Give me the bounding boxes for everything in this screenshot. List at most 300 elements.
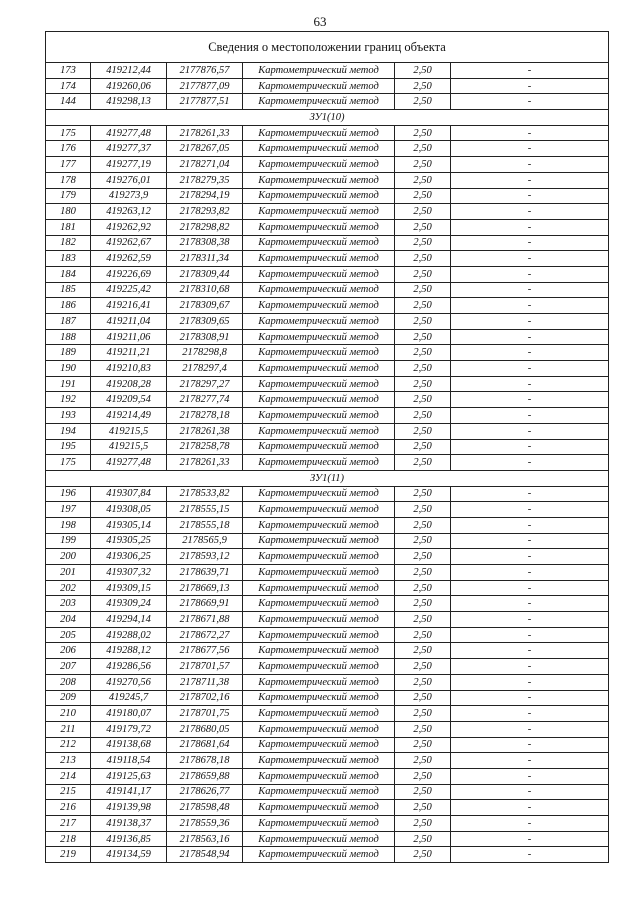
description-cell: -: [451, 408, 609, 424]
method-cell: Картометрический метод: [243, 596, 395, 612]
accuracy-cell: 2,50: [395, 674, 451, 690]
table-row: [46, 298, 609, 314]
accuracy-cell: 2,50: [395, 188, 451, 204]
y-coordinate-cell: 2178681,64: [167, 737, 243, 753]
x-coordinate-cell: 419211,21: [91, 345, 167, 361]
method-cell: Картометрический метод: [243, 831, 395, 847]
x-coordinate-cell: 419225,42: [91, 282, 167, 298]
method-cell: Картометрический метод: [243, 706, 395, 722]
y-coordinate-cell: 2178680,05: [167, 721, 243, 737]
y-coordinate-cell: 2178298,8: [167, 345, 243, 361]
x-coordinate-cell: 419138,37: [91, 816, 167, 832]
method-cell: Картометрический метод: [243, 298, 395, 314]
y-coordinate-cell: 2178310,68: [167, 282, 243, 298]
description-cell: -: [451, 847, 609, 863]
x-coordinate-cell: 419141,17: [91, 784, 167, 800]
accuracy-cell: 2,50: [395, 643, 451, 659]
y-coordinate-cell: 2178298,82: [167, 219, 243, 235]
description-cell: -: [451, 282, 609, 298]
x-coordinate-cell: 419118,54: [91, 753, 167, 769]
description-cell: -: [451, 345, 609, 361]
point-number-cell: 184: [46, 266, 91, 282]
table-row: [46, 423, 609, 439]
method-cell: Картометрический метод: [243, 204, 395, 220]
point-number-cell: 208: [46, 674, 91, 690]
y-coordinate-cell: 2178671,88: [167, 612, 243, 628]
x-coordinate-cell: 419305,25: [91, 533, 167, 549]
section-label: ЗУ1(11): [46, 470, 609, 486]
section-header-row: [46, 110, 609, 126]
accuracy-cell: 2,50: [395, 800, 451, 816]
accuracy-cell: 2,50: [395, 831, 451, 847]
x-coordinate-cell: 419305,14: [91, 517, 167, 533]
x-coordinate-cell: 419138,68: [91, 737, 167, 753]
accuracy-cell: 2,50: [395, 502, 451, 518]
point-number-cell: 188: [46, 329, 91, 345]
description-cell: -: [451, 376, 609, 392]
accuracy-cell: 2,50: [395, 78, 451, 94]
table-row: [46, 172, 609, 188]
x-coordinate-cell: 419277,19: [91, 157, 167, 173]
method-cell: Картометрический метод: [243, 455, 395, 471]
table-row: [46, 329, 609, 345]
point-number-cell: 216: [46, 800, 91, 816]
table-row: [46, 235, 609, 251]
accuracy-cell: 2,50: [395, 486, 451, 502]
x-coordinate-cell: 419309,24: [91, 596, 167, 612]
accuracy-cell: 2,50: [395, 219, 451, 235]
boundary-table: [45, 31, 609, 863]
point-number-cell: 173: [46, 63, 91, 79]
point-number-cell: 210: [46, 706, 91, 722]
point-number-cell: 181: [46, 219, 91, 235]
table-row: [46, 282, 609, 298]
x-coordinate-cell: 419226,69: [91, 266, 167, 282]
x-coordinate-cell: 419136,85: [91, 831, 167, 847]
method-cell: Картометрический метод: [243, 235, 395, 251]
x-coordinate-cell: 419286,56: [91, 659, 167, 675]
point-number-cell: 175: [46, 455, 91, 471]
method-cell: Картометрический метод: [243, 157, 395, 173]
method-cell: Картометрический метод: [243, 486, 395, 502]
y-coordinate-cell: 2178626,77: [167, 784, 243, 800]
method-cell: Картометрический метод: [243, 674, 395, 690]
method-cell: Картометрический метод: [243, 376, 395, 392]
table-row: [46, 580, 609, 596]
accuracy-cell: 2,50: [395, 282, 451, 298]
point-number-cell: 174: [46, 78, 91, 94]
x-coordinate-cell: 419307,84: [91, 486, 167, 502]
table-row: [46, 439, 609, 455]
table-row: [46, 486, 609, 502]
table-body: [46, 32, 609, 863]
x-coordinate-cell: 419214,49: [91, 408, 167, 424]
method-cell: Картометрический метод: [243, 361, 395, 377]
description-cell: -: [451, 502, 609, 518]
accuracy-cell: 2,50: [395, 721, 451, 737]
x-coordinate-cell: 419245,7: [91, 690, 167, 706]
y-coordinate-cell: 2178677,56: [167, 643, 243, 659]
table-row: [46, 612, 609, 628]
accuracy-cell: 2,50: [395, 345, 451, 361]
point-number-cell: 214: [46, 768, 91, 784]
page-number: 63: [313, 14, 327, 29]
method-cell: Картометрический метод: [243, 659, 395, 675]
y-coordinate-cell: 2178598,48: [167, 800, 243, 816]
accuracy-cell: 2,50: [395, 157, 451, 173]
accuracy-cell: 2,50: [395, 580, 451, 596]
y-coordinate-cell: 2178669,91: [167, 596, 243, 612]
description-cell: -: [451, 157, 609, 173]
x-coordinate-cell: 419306,25: [91, 549, 167, 565]
y-coordinate-cell: 2178555,15: [167, 502, 243, 518]
description-cell: -: [451, 266, 609, 282]
method-cell: Картометрический метод: [243, 721, 395, 737]
table-row: [46, 627, 609, 643]
point-number-cell: 179: [46, 188, 91, 204]
accuracy-cell: 2,50: [395, 408, 451, 424]
accuracy-cell: 2,50: [395, 533, 451, 549]
description-cell: -: [451, 251, 609, 267]
table-row: [46, 94, 609, 110]
accuracy-cell: 2,50: [395, 63, 451, 79]
y-coordinate-cell: 2178565,9: [167, 533, 243, 549]
point-number-cell: 204: [46, 612, 91, 628]
x-coordinate-cell: 419276,01: [91, 172, 167, 188]
accuracy-cell: 2,50: [395, 141, 451, 157]
y-coordinate-cell: 2178309,67: [167, 298, 243, 314]
description-cell: -: [451, 659, 609, 675]
method-cell: Картометрический метод: [243, 172, 395, 188]
point-number-cell: 219: [46, 847, 91, 863]
point-number-cell: 194: [46, 423, 91, 439]
x-coordinate-cell: 419216,41: [91, 298, 167, 314]
y-coordinate-cell: 2178563,16: [167, 831, 243, 847]
description-cell: -: [451, 439, 609, 455]
method-cell: Картометрический метод: [243, 753, 395, 769]
table-row: [46, 831, 609, 847]
accuracy-cell: 2,50: [395, 816, 451, 832]
accuracy-cell: 2,50: [395, 517, 451, 533]
y-coordinate-cell: 2178267,05: [167, 141, 243, 157]
description-cell: -: [451, 706, 609, 722]
method-cell: Картометрический метод: [243, 266, 395, 282]
description-cell: -: [451, 94, 609, 110]
description-cell: -: [451, 612, 609, 628]
table-row: [46, 408, 609, 424]
point-number-cell: 175: [46, 125, 91, 141]
description-cell: -: [451, 63, 609, 79]
description-cell: -: [451, 141, 609, 157]
table-row: [46, 549, 609, 565]
accuracy-cell: 2,50: [395, 204, 451, 220]
x-coordinate-cell: 419288,02: [91, 627, 167, 643]
x-coordinate-cell: 419211,06: [91, 329, 167, 345]
method-cell: Картометрический метод: [243, 690, 395, 706]
y-coordinate-cell: 2177877,09: [167, 78, 243, 94]
point-number-cell: 185: [46, 282, 91, 298]
point-number-cell: 205: [46, 627, 91, 643]
x-coordinate-cell: 419262,67: [91, 235, 167, 251]
y-coordinate-cell: 2178711,38: [167, 674, 243, 690]
method-cell: Картометрический метод: [243, 439, 395, 455]
point-number-cell: 199: [46, 533, 91, 549]
y-coordinate-cell: 2178593,12: [167, 549, 243, 565]
description-cell: -: [451, 627, 609, 643]
method-cell: Картометрический метод: [243, 565, 395, 581]
description-cell: -: [451, 298, 609, 314]
x-coordinate-cell: 419298,13: [91, 94, 167, 110]
point-number-cell: 196: [46, 486, 91, 502]
x-coordinate-cell: 419309,15: [91, 580, 167, 596]
y-coordinate-cell: 2177876,57: [167, 63, 243, 79]
accuracy-cell: 2,50: [395, 251, 451, 267]
table-row: [46, 706, 609, 722]
table-row: [46, 847, 609, 863]
x-coordinate-cell: 419179,72: [91, 721, 167, 737]
table-row: [46, 643, 609, 659]
description-cell: -: [451, 188, 609, 204]
section-header-row: [46, 470, 609, 486]
accuracy-cell: 2,50: [395, 423, 451, 439]
accuracy-cell: 2,50: [395, 784, 451, 800]
table-row: [46, 141, 609, 157]
table-row: [46, 376, 609, 392]
method-cell: Картометрический метод: [243, 251, 395, 267]
description-cell: -: [451, 643, 609, 659]
y-coordinate-cell: 2178311,34: [167, 251, 243, 267]
method-cell: Картометрический метод: [243, 408, 395, 424]
description-cell: -: [451, 674, 609, 690]
table-row: [46, 455, 609, 471]
accuracy-cell: 2,50: [395, 266, 451, 282]
point-number-cell: 193: [46, 408, 91, 424]
method-cell: Картометрический метод: [243, 800, 395, 816]
table-title: Сведения о местоположении границ объекта: [46, 32, 609, 63]
point-number-cell: 212: [46, 737, 91, 753]
description-cell: -: [451, 392, 609, 408]
table-row: [46, 753, 609, 769]
x-coordinate-cell: 419125,63: [91, 768, 167, 784]
x-coordinate-cell: 419262,92: [91, 219, 167, 235]
table-row: [46, 361, 609, 377]
y-coordinate-cell: 2178261,33: [167, 125, 243, 141]
point-number-cell: 213: [46, 753, 91, 769]
method-cell: Картометрический метод: [243, 643, 395, 659]
y-coordinate-cell: 2178672,27: [167, 627, 243, 643]
method-cell: Картометрический метод: [243, 784, 395, 800]
accuracy-cell: 2,50: [395, 768, 451, 784]
table-row: [46, 737, 609, 753]
description-cell: -: [451, 314, 609, 330]
x-coordinate-cell: 419208,28: [91, 376, 167, 392]
table-row: [46, 517, 609, 533]
x-coordinate-cell: 419180,07: [91, 706, 167, 722]
method-cell: Картометрический метод: [243, 737, 395, 753]
method-cell: Картометрический метод: [243, 549, 395, 565]
y-coordinate-cell: 2178678,18: [167, 753, 243, 769]
point-number-cell: 218: [46, 831, 91, 847]
description-cell: -: [451, 565, 609, 581]
table-row: [46, 219, 609, 235]
accuracy-cell: 2,50: [395, 596, 451, 612]
method-cell: Картометрический метод: [243, 533, 395, 549]
y-coordinate-cell: 2178297,27: [167, 376, 243, 392]
method-cell: Картометрический метод: [243, 314, 395, 330]
x-coordinate-cell: 419209,54: [91, 392, 167, 408]
table-row: [46, 157, 609, 173]
x-coordinate-cell: 419260,06: [91, 78, 167, 94]
method-cell: Картометрический метод: [243, 768, 395, 784]
x-coordinate-cell: 419273,9: [91, 188, 167, 204]
point-number-cell: 177: [46, 157, 91, 173]
accuracy-cell: 2,50: [395, 314, 451, 330]
y-coordinate-cell: 2178659,88: [167, 768, 243, 784]
method-cell: Картометрический метод: [243, 612, 395, 628]
method-cell: Картометрический метод: [243, 517, 395, 533]
description-cell: -: [451, 172, 609, 188]
accuracy-cell: 2,50: [395, 376, 451, 392]
point-number-cell: 178: [46, 172, 91, 188]
x-coordinate-cell: 419262,59: [91, 251, 167, 267]
y-coordinate-cell: 2178533,82: [167, 486, 243, 502]
description-cell: -: [451, 78, 609, 94]
accuracy-cell: 2,50: [395, 659, 451, 675]
point-number-cell: 206: [46, 643, 91, 659]
table-row: [46, 533, 609, 549]
accuracy-cell: 2,50: [395, 439, 451, 455]
x-coordinate-cell: 419263,12: [91, 204, 167, 220]
accuracy-cell: 2,50: [395, 737, 451, 753]
y-coordinate-cell: 2178294,19: [167, 188, 243, 204]
point-number-cell: 183: [46, 251, 91, 267]
table-row: [46, 188, 609, 204]
description-cell: -: [451, 753, 609, 769]
description-cell: -: [451, 737, 609, 753]
accuracy-cell: 2,50: [395, 847, 451, 863]
accuracy-cell: 2,50: [395, 125, 451, 141]
point-number-cell: 144: [46, 94, 91, 110]
point-number-cell: 211: [46, 721, 91, 737]
table-row: [46, 800, 609, 816]
table-row: [46, 125, 609, 141]
point-number-cell: 176: [46, 141, 91, 157]
accuracy-cell: 2,50: [395, 565, 451, 581]
x-coordinate-cell: 419270,56: [91, 674, 167, 690]
y-coordinate-cell: 2178639,71: [167, 565, 243, 581]
method-cell: Картометрический метод: [243, 345, 395, 361]
table-row: [46, 768, 609, 784]
point-number-cell: 201: [46, 565, 91, 581]
point-number-cell: 187: [46, 314, 91, 330]
point-number-cell: 189: [46, 345, 91, 361]
table-row: [46, 78, 609, 94]
method-cell: Картометрический метод: [243, 392, 395, 408]
table-row: [46, 63, 609, 79]
table-row: [46, 784, 609, 800]
table-row: [46, 314, 609, 330]
point-number-cell: 200: [46, 549, 91, 565]
x-coordinate-cell: 419294,14: [91, 612, 167, 628]
point-number-cell: 192: [46, 392, 91, 408]
point-number-cell: 207: [46, 659, 91, 675]
method-cell: Картометрический метод: [243, 580, 395, 596]
x-coordinate-cell: 419139,98: [91, 800, 167, 816]
x-coordinate-cell: 419277,48: [91, 125, 167, 141]
table-row: [46, 266, 609, 282]
y-coordinate-cell: 2178702,16: [167, 690, 243, 706]
description-cell: -: [451, 784, 609, 800]
accuracy-cell: 2,50: [395, 298, 451, 314]
method-cell: Картометрический метод: [243, 627, 395, 643]
method-cell: Картометрический метод: [243, 125, 395, 141]
x-coordinate-cell: 419277,37: [91, 141, 167, 157]
point-number-cell: 197: [46, 502, 91, 518]
x-coordinate-cell: 419307,32: [91, 565, 167, 581]
method-cell: Картометрический метод: [243, 78, 395, 94]
point-number-cell: 182: [46, 235, 91, 251]
y-coordinate-cell: 2178555,18: [167, 517, 243, 533]
x-coordinate-cell: 419212,44: [91, 63, 167, 79]
y-coordinate-cell: 2178277,74: [167, 392, 243, 408]
method-cell: Картометрический метод: [243, 141, 395, 157]
accuracy-cell: 2,50: [395, 329, 451, 345]
x-coordinate-cell: 419277,48: [91, 455, 167, 471]
y-coordinate-cell: 2178548,94: [167, 847, 243, 863]
y-coordinate-cell: 2178701,57: [167, 659, 243, 675]
description-cell: -: [451, 800, 609, 816]
method-cell: Картометрический метод: [243, 188, 395, 204]
method-cell: Картометрический метод: [243, 94, 395, 110]
method-cell: Картометрический метод: [243, 502, 395, 518]
point-number-cell: 195: [46, 439, 91, 455]
method-cell: Картометрический метод: [243, 219, 395, 235]
point-number-cell: 209: [46, 690, 91, 706]
x-coordinate-cell: 419215,5: [91, 439, 167, 455]
table-row: [46, 816, 609, 832]
description-cell: -: [451, 235, 609, 251]
point-number-cell: 217: [46, 816, 91, 832]
method-cell: Картометрический метод: [243, 423, 395, 439]
description-cell: -: [451, 690, 609, 706]
description-cell: -: [451, 125, 609, 141]
accuracy-cell: 2,50: [395, 753, 451, 769]
description-cell: -: [451, 533, 609, 549]
y-coordinate-cell: 2178261,33: [167, 455, 243, 471]
y-coordinate-cell: 2178669,13: [167, 580, 243, 596]
y-coordinate-cell: 2178297,4: [167, 361, 243, 377]
description-cell: -: [451, 455, 609, 471]
description-cell: -: [451, 486, 609, 502]
point-number-cell: 202: [46, 580, 91, 596]
y-coordinate-cell: 2178308,91: [167, 329, 243, 345]
accuracy-cell: 2,50: [395, 612, 451, 628]
table-row: [46, 690, 609, 706]
table-title-row: [46, 32, 609, 63]
y-coordinate-cell: 2178258,78: [167, 439, 243, 455]
description-cell: -: [451, 361, 609, 377]
y-coordinate-cell: 2178278,18: [167, 408, 243, 424]
description-cell: -: [451, 517, 609, 533]
y-coordinate-cell: 2178293,82: [167, 204, 243, 220]
point-number-cell: 215: [46, 784, 91, 800]
accuracy-cell: 2,50: [395, 706, 451, 722]
table-row: [46, 674, 609, 690]
accuracy-cell: 2,50: [395, 392, 451, 408]
accuracy-cell: 2,50: [395, 361, 451, 377]
description-cell: -: [451, 816, 609, 832]
description-cell: -: [451, 596, 609, 612]
